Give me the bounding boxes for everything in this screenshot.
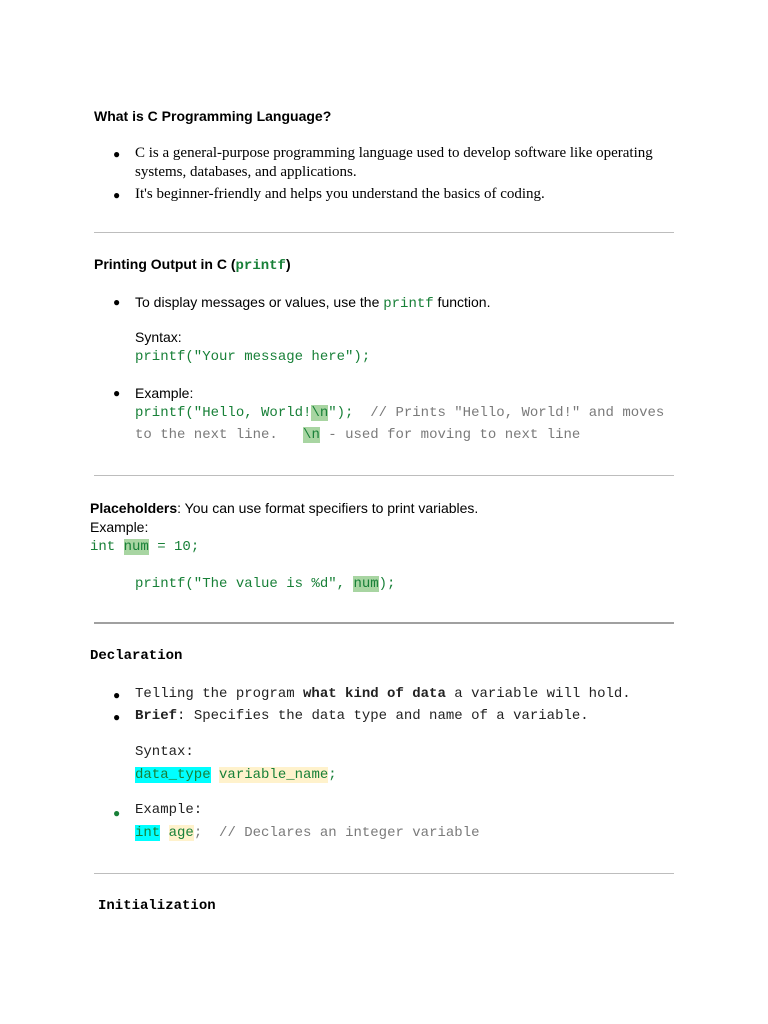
bullet-text-telling-program: Telling the program what kind of data a variable will hold. [135, 686, 631, 702]
bullet: ● [113, 295, 121, 309]
bullet: ● [113, 688, 121, 702]
example-label: Example: [135, 802, 203, 818]
example-code-int-age: int age; // Declares an integer variable [135, 825, 480, 841]
bullet: ● [113, 806, 121, 820]
divider [94, 232, 674, 233]
bullet: ● [113, 188, 121, 202]
placeholders-text: Placeholders: You can use format specifiers to print variables. [90, 500, 479, 516]
bullet-text-display-messages: To display messages or values, use the printf function. [135, 294, 491, 312]
bullet-text-brief: Brief: Specifies the data type and name of a variable. [135, 708, 589, 724]
section-title-printing-output: Printing Output in C (printf) [94, 256, 291, 274]
section-title-initialization: Initialization [98, 898, 216, 914]
example-code-comment-line2: to the next line. \n - used for moving to next line [135, 427, 581, 443]
example-label: Example: [90, 519, 149, 535]
syntax-code-declaration: data_type variable_name; [135, 767, 337, 783]
code-int-num: int num = 10; [90, 539, 200, 555]
syntax-code-printf: printf("Your message here"); [135, 349, 371, 365]
bullet: ● [113, 386, 121, 400]
section-title-declaration: Declaration [90, 648, 183, 664]
syntax-label: Syntax: [135, 329, 182, 345]
divider [94, 873, 674, 874]
divider [94, 622, 674, 624]
section-title-what-is-c: What is C Programming Language? [94, 108, 332, 124]
bullet-text-beginner: It's beginner-friendly and helps you understand the basics of coding. [135, 186, 545, 202]
divider [94, 475, 674, 476]
example-label: Example: [135, 385, 194, 401]
bullet: ● [113, 147, 121, 161]
bullet-text-c-general: C is a general-purpose programming language used to develop software like operating systems, databases, and applications. [135, 145, 653, 180]
bullet: ● [113, 710, 121, 724]
code-printf-value: printf("The value is %d", num); [135, 576, 396, 592]
example-code-hello-world: printf("Hello, World!\n"); // Prints "Hello, World!" and moves [135, 405, 665, 421]
syntax-label: Syntax: [135, 744, 194, 760]
